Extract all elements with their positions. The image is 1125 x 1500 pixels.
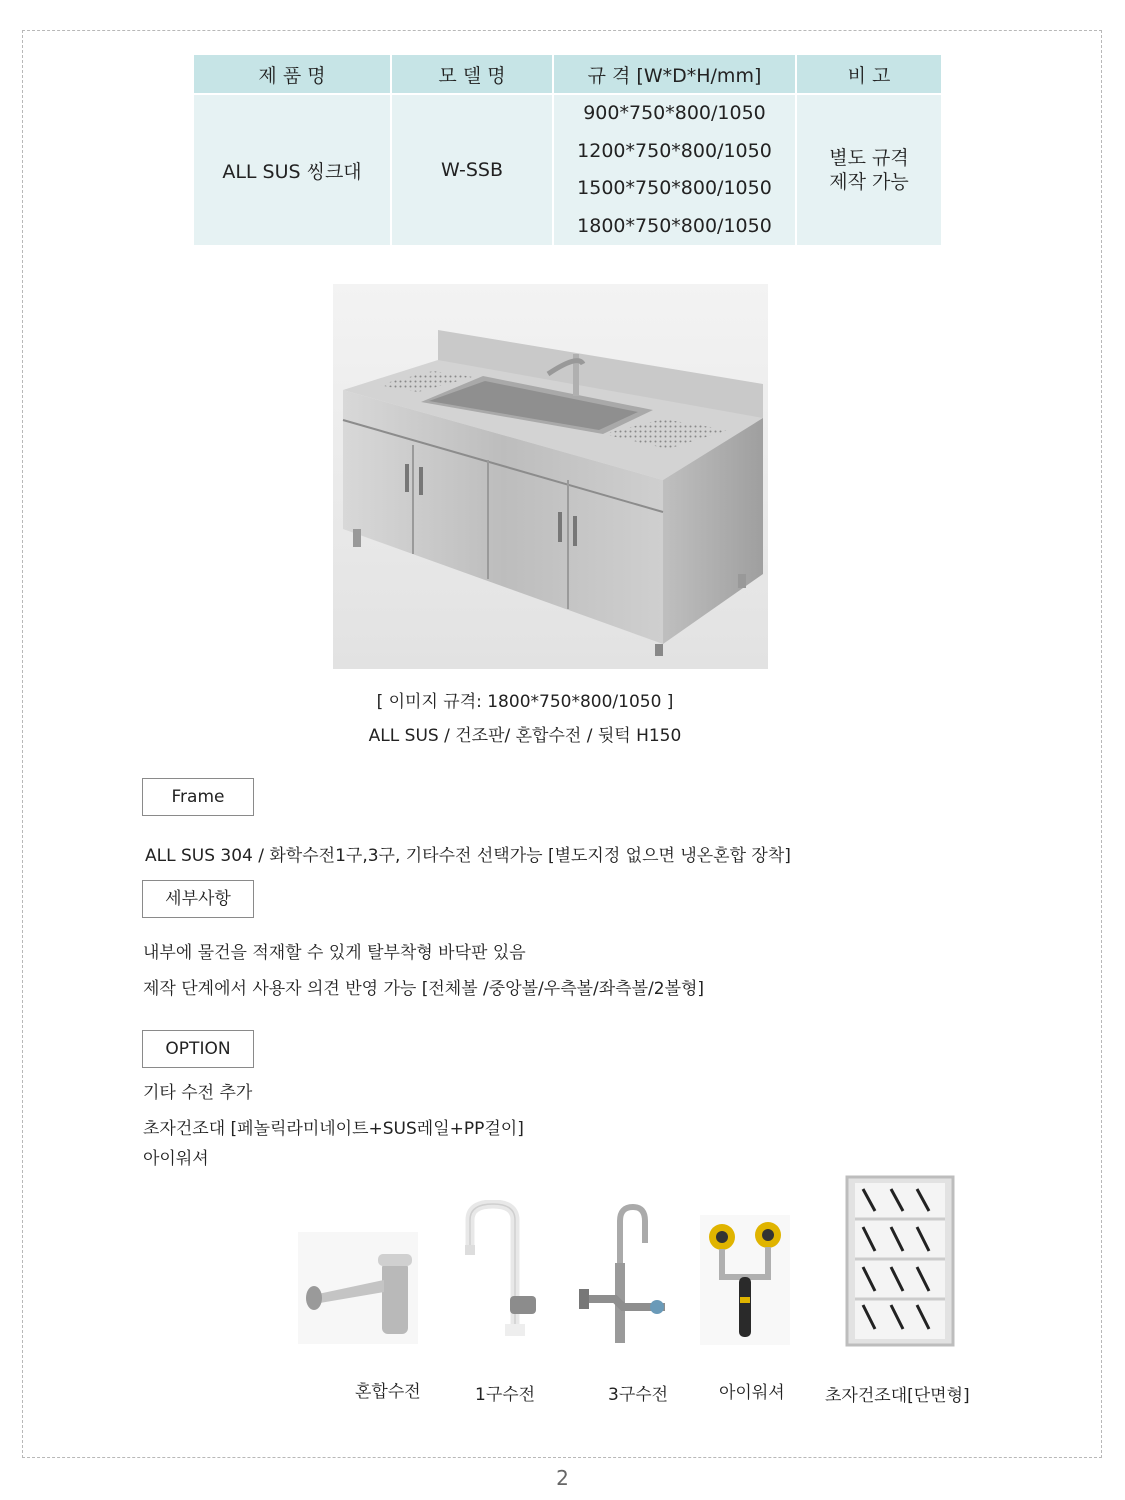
frame-description: ALL SUS 304 / 화학수전1구,3구, 기타수전 선택가능 [별도지정 없으면 냉온혼합 장착] [145,846,791,866]
option-line: 기타 수전 추가 [143,1083,253,1103]
option-label: 초자건조대[단면형] [825,1386,970,1406]
size-value: 1200*750*800/1050 [577,139,772,162]
header-product-name: 제 품 명 [194,55,390,93]
size-list-cell [554,95,795,245]
spec-table [192,53,943,247]
single-faucet-image [455,1200,545,1340]
remark-line: 별도 규격 [829,147,909,169]
option-label: 3구수전 [608,1385,669,1405]
spec-table-row [194,95,941,245]
option-line: 초자건조대 [페놀릭라미네이트+SUS레일+PP걸이] [143,1119,524,1139]
option-section-title: OPTION [142,1030,254,1068]
page-number: 2 [556,1466,569,1490]
header-spec: 규 격 [W*D*H/mm] [554,55,795,93]
image-caption-features: ALL SUS / 건조판/ 혼합수전 / 뒷턱 H150 [368,726,682,746]
frame-section-title: Frame [142,778,254,816]
three-way-faucet-image [575,1203,675,1345]
details-line: 내부에 물건을 적재할 수 있게 탈부착형 바닥판 있음 [143,943,526,963]
option-label: 혼합수전 [355,1382,421,1402]
product-name-cell: ALL SUS 씽크대 [194,95,390,245]
sink-product-image [333,284,768,669]
option-label: 1구수전 [475,1385,536,1405]
size-value: 1800*750*800/1050 [577,214,772,237]
model-name-cell: W-SSB [392,95,552,245]
image-caption-size: [ 이미지 규격: 1800*750*800/1050 ] [376,692,674,712]
option-label: 아이워셔 [719,1383,785,1403]
header-remark: 비 고 [797,55,941,93]
remark-cell [797,95,941,245]
spec-table-header-row [194,55,941,93]
mixing-faucet-image [298,1232,418,1344]
header-model-name: 모 델 명 [392,55,552,93]
eyewasher-image [700,1215,790,1345]
option-line: 아이워셔 [143,1149,209,1169]
details-section-title: 세부사항 [142,880,254,918]
size-value: 900*750*800/1050 [583,102,766,124]
details-line: 제작 단계에서 사용자 의견 반영 가능 [전체볼 /중앙볼/우측볼/좌측볼/2볼형] [143,979,705,999]
drying-rack-image [845,1175,955,1347]
remark-line: 제작 가능 [829,171,909,193]
size-value: 1500*750*800/1050 [577,177,772,199]
